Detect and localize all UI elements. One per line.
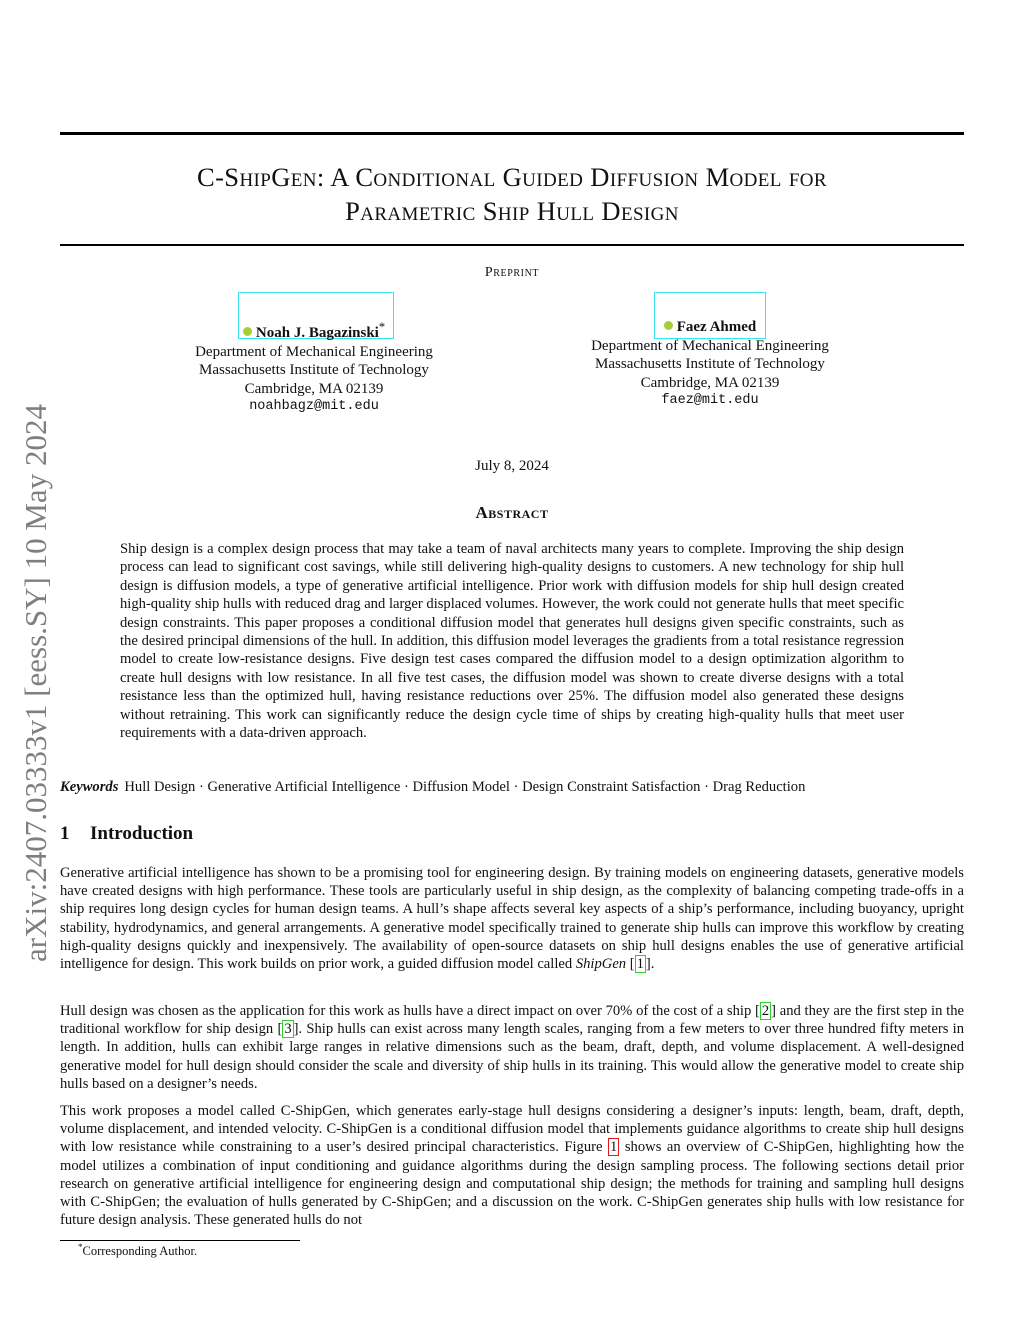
author-1-name-row xyxy=(154,318,474,343)
intro-paragraph-2 xyxy=(60,1002,964,1093)
footnote-mark: * xyxy=(78,1242,83,1252)
figure-1-link[interactable]: 1 xyxy=(610,1139,618,1156)
author-block-1 xyxy=(154,318,474,417)
title-bottom-rule xyxy=(60,244,964,246)
preprint-label: Preprint xyxy=(484,265,540,280)
citation-1-link[interactable]: 1 xyxy=(636,956,644,973)
section-title: Introduction xyxy=(90,823,194,844)
intro-paragraph-3 xyxy=(60,1102,964,1229)
author-1-location: Cambridge, MA 02139 xyxy=(244,380,384,397)
section-number: 1 xyxy=(60,823,70,844)
paper-date: July 8, 2024 xyxy=(475,458,549,474)
citation-3-link[interactable]: 3 xyxy=(284,1021,292,1038)
orcid-icon[interactable] xyxy=(664,321,673,330)
arxiv-sidebar-id: arXiv:2407.03333v1 [eess.SY] 10 May 2024 xyxy=(18,404,53,962)
p1-text-c: ]. xyxy=(645,956,655,973)
section-heading xyxy=(60,823,193,845)
p2-text-b: ] and they are the first step in the traditional workflow for ship design [ xyxy=(60,1003,964,1038)
p2-text-c: ]. Ship hulls can exist across many length scales, ranging from a few meters to over three hundred fifty meters in length. In addition, hulls can exhibit large ranges in relative dimensions such as the beam, draft, depth, and volume displacement. A well-designed generative model for hull design should consider the scale and diversity of ship hulls in its training. This would allow the generative model to create ship hulls based on a designer’s needs. xyxy=(60,1021,964,1092)
p2-text-a: Hull design was chosen as the application for this work as hulls have a direct impact on over 70% of the cost of a ship [ xyxy=(60,1003,760,1019)
title-top-rule xyxy=(60,132,964,135)
keywords-text: Hull Design · Generative Artificial Intelligence · Diffusion Model · Design Constraint Satisfaction · Drag Reduction xyxy=(124,779,806,795)
footnote-rule xyxy=(60,1240,300,1241)
author-1-department: Department of Mechanical Engineering xyxy=(195,343,433,360)
p1-text-b: [ xyxy=(626,956,635,973)
model-name: ShipGen xyxy=(575,956,627,973)
p3-text-b: shows an overview of C-ShipGen, highlighting how the model utilizes a combination of input conditioning and guidance algorithms during the design sampling process. The following sections detail prior research on generative artificial intelligence for engineering design and computational ship design; the methods for training and sampling hull designs with C-ShipGen; the evaluation of hulls generated by C-ShipGen; and a discussion on the work. C-ShipGen generates ship hulls with low resistance for future design analysis. These generated hulls do not xyxy=(60,1139,965,1229)
author-block-2 xyxy=(550,318,870,411)
p1-text-a: Generative artificial intelligence has shown to be a promising tool for engineering design. By training models on engineering datasets, generative models have created designs with high performance. These tools are particularly useful in ship design, as the complexity of balancing competing trade-offs in a ship requires long design cycles for human design teams. A hull’s shape affects several key aspects of a ship’s performance, including buoyancy, upright stability, hydrodynamics, and general arrangements. A generative model specifically trained to generate ship hulls can improve this workflow by creating high-quality designs quickly and inexpensively. The availability of open-source datasets on ship hull designs enables the use of generative artificial intelligence for design. This work builds on prior work, a guided diffusion model called xyxy=(60,865,964,973)
p3-text-a: This work proposes a model called C-ShipGen, which generates early-stage hull designs considering a designer’s inputs: length, beam, draft, depth, volume displacement, and intended velocity. C-ShipGen is a conditional diffusion model that implements guidance algorithms to create ship hull designs with low resistance while constraining to a user’s desired principal characteristics. Figure xyxy=(60,1103,964,1156)
author-2-email[interactable]: faez@mit.edu xyxy=(661,393,759,408)
author-2-name-row xyxy=(550,318,870,337)
orcid-icon[interactable] xyxy=(243,327,252,336)
keywords-label: Keywords xyxy=(60,779,119,795)
author-2-name[interactable]: Faez Ahmed xyxy=(676,319,757,335)
author-2-location: Cambridge, MA 02139 xyxy=(640,374,780,391)
keywords xyxy=(60,778,964,796)
footnote-text: Corresponding Author. xyxy=(82,1244,198,1259)
intro-paragraph-1 xyxy=(60,864,964,973)
author-2-institution: Massachusetts Institute of Technology xyxy=(595,356,825,372)
author-1-email[interactable]: noahbagz@mit.edu xyxy=(249,399,379,414)
citation-2-link[interactable]: 2 xyxy=(761,1003,770,1019)
title-line-1: C-ShipGen: A Conditional Guided Diffusion Model for xyxy=(197,162,827,192)
footnote xyxy=(78,1242,197,1259)
corresponding-mark: * xyxy=(378,320,386,334)
paper-title xyxy=(60,160,964,228)
author-1-institution: Massachusetts Institute of Technology xyxy=(199,362,429,378)
title-line-2: Parametric Ship Hull Design xyxy=(345,196,679,226)
abstract-heading: Abstract xyxy=(475,503,549,522)
abstract-text: Ship design is a complex design process that may take a team of naval architects many years to complete. Improving the ship design process can lead to significant cost savings, while still delivering high-quality designs to customers. A new technology for ship hull design is diffusion models, a type of generative artificial intelligence. Prior work with diffusion models for ship hull design created high-quality ship hulls with reduced drag and larger displaced volumes. However, the work could not generate hulls that meet specific design constraints. This paper proposes a conditional diffusion model that generates hull designs given specific constraints, such as the desired principal dimensions of the hull. In addition, this diffusion model leverages the gradients from a total resistance regression model to create low-resistance designs. Five design test cases compared the diffusion model to a design optimization algorithm to create hull designs with low resistance. In all five test cases, the diffusion model was shown to create diverse designs with a total resistance less than the optimized hull, having resistance reductions over 25%. The diffusion model also generated these designs without retraining. This work can significantly reduce the design cycle time of ships by creating high-quality hulls that meet user requirements with a data-driven approach. xyxy=(120,541,904,742)
author-1-name[interactable]: Noah J. Bagazinski xyxy=(255,325,379,341)
author-2-department: Department of Mechanical Engineering xyxy=(591,337,829,354)
